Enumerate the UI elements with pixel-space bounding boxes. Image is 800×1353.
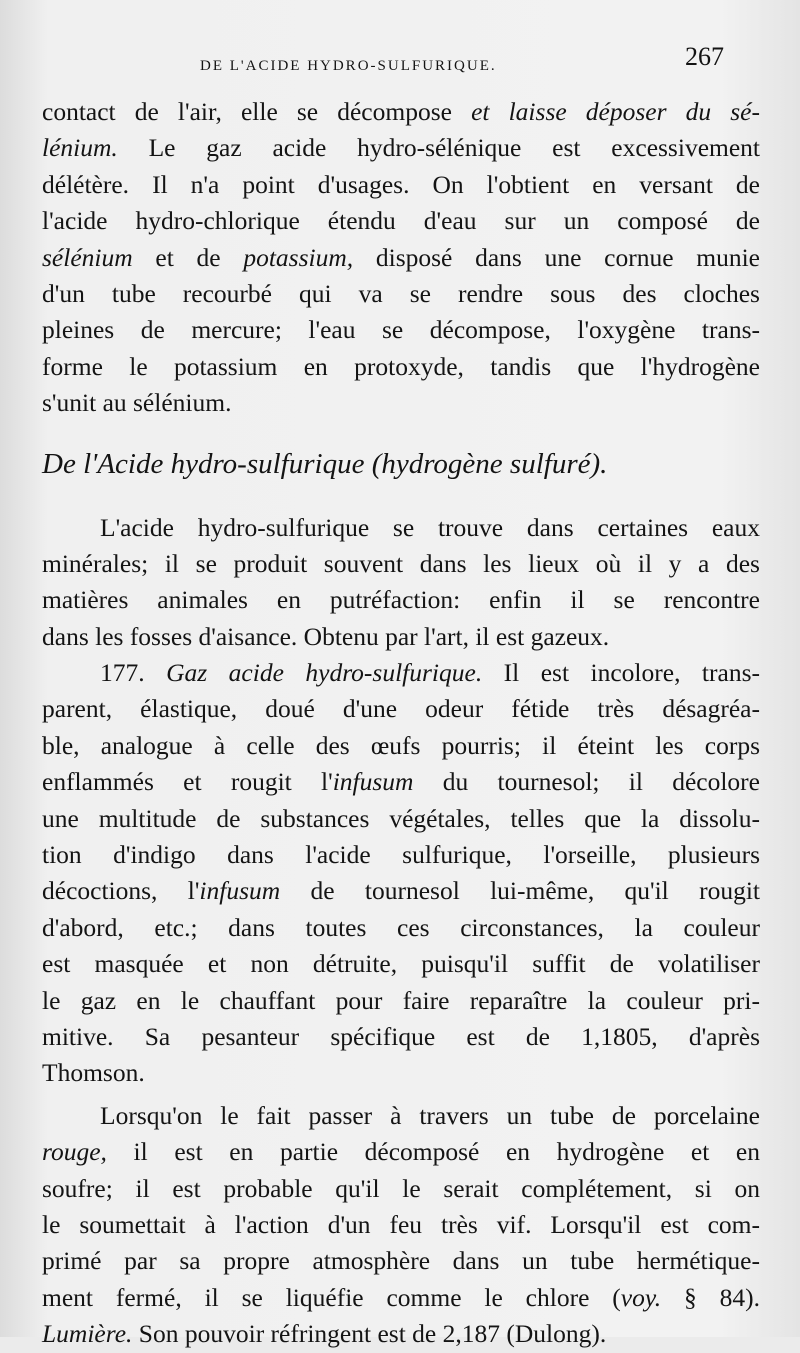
italic-run: infusum [199, 876, 281, 906]
body-text [42, 94, 760, 1353]
text-line [42, 1171, 760, 1207]
text-run: Il est incolore, trans- [482, 658, 760, 688]
text-run: une multitude de substances végétales, telles que la dissolu- [42, 803, 760, 833]
text-line [42, 349, 760, 385]
text-line [42, 1207, 760, 1243]
italic-run: voy. [620, 1282, 662, 1312]
text-run: il est en partie décomposé en hydrogène et en [106, 1137, 760, 1167]
text-line [42, 1280, 760, 1316]
text-run: le soumettait à l'action d'un feu très vif. Lorsqu'il est com- [42, 1209, 760, 1239]
italic-run: potassium, [243, 242, 354, 272]
text-run: d'un tube recourbé qui va se rendre sous des cloches [42, 278, 760, 308]
text-line [42, 1134, 760, 1170]
text-line [42, 240, 760, 276]
text-run: d'abord, etc.; dans toutes ces circonstances, la couleur [42, 912, 760, 942]
text-line [42, 946, 760, 982]
text-run: mitive. Sa pesanteur spécifique est de 1,1805, d'après [42, 1021, 760, 1051]
text-run: forme le potassium en protoxyde, tandis que l'hydrogène [42, 351, 760, 381]
text-run: Son pouvoir réfringent est de 2,187 (Dulong). [132, 1319, 607, 1349]
text-run: primé par sa propre atmosphère dans un tube hermétique- [42, 1246, 760, 1276]
italic-run: et laisse déposer du sé- [471, 97, 760, 126]
paragraph-2 [42, 510, 760, 656]
text-run: enflammés et rougit l' [42, 767, 333, 797]
text-run: soufre; il est probable qu'il le serait complétement, si on [42, 1173, 760, 1203]
text-line [42, 94, 760, 130]
text-run: minérales; il se produit souvent dans les lieux où il y a des [42, 548, 760, 578]
italic-run: Gaz acide hydro-sulfurique. [166, 658, 483, 688]
text-run: L'acide hydro-sulfurique se trouve dans certaines eaux [100, 512, 760, 542]
text-line [42, 130, 760, 166]
text-line [42, 203, 760, 239]
running-title: DE L'ACIDE HYDRO-SULFURIQUE. [200, 58, 497, 74]
paragraph-4 [42, 1098, 760, 1353]
text-line [42, 385, 760, 421]
text-run: dans les fosses d'aisance. Obtenu par l'art, il est gazeux. [42, 621, 610, 651]
text-line [42, 691, 760, 727]
italic-run: infusum [332, 767, 414, 797]
text-run: Le gaz acide hydro-sélénique est excessivement [117, 133, 760, 163]
text-run: tion d'indigo dans l'acide sulfurique, l'orseille, plusieurs [42, 840, 760, 870]
text-line [42, 801, 760, 837]
text-line [42, 837, 760, 873]
text-run: s'unit au sélénium. [42, 388, 232, 418]
text-run: du tournesol; il décolore [413, 767, 760, 797]
text-line [42, 582, 760, 618]
text-run: matières animales en putréfaction: enfin il se rencontre [42, 585, 760, 615]
text-run: parent, élastique, doué d'une odeur fétide très désagréa- [42, 694, 760, 724]
text-line [42, 546, 760, 582]
text-run: contact de l'air, elle se décompose [42, 97, 472, 126]
text-run: Thomson. [42, 1058, 145, 1088]
text-line [42, 619, 760, 655]
text-run: Lorsqu'on le fait passer à travers un tube de porcelaine [100, 1100, 760, 1130]
italic-run: Lumière. [42, 1319, 133, 1349]
text-line [42, 1243, 760, 1279]
text-line [42, 1055, 760, 1091]
section-heading: De l'Acide hydro-sulfurique (hydrogène sulfuré). [42, 447, 608, 480]
text-run: délétère. Il n'a point d'usages. On l'obtient en versant de [42, 169, 760, 199]
text-line [42, 1019, 760, 1055]
page-header [0, 42, 800, 82]
text-run: 177. [100, 658, 167, 688]
paragraph-1 [42, 94, 760, 422]
text-line [42, 510, 760, 546]
paragraph-3 [42, 655, 760, 1092]
text-line [42, 312, 760, 348]
text-line [42, 167, 760, 203]
text-line [42, 655, 760, 691]
text-line [42, 276, 760, 312]
text-line [42, 764, 760, 800]
text-run: l'acide hydro-chlorique étendu d'eau sur un composé de [42, 206, 760, 236]
text-run: ment fermé, il se liquéfie comme le chlore ( [42, 1282, 621, 1312]
text-run: pleines de mercure; l'eau se décompose, l'oxygène trans- [42, 315, 760, 345]
text-line [42, 873, 760, 909]
italic-run: sélénium [42, 242, 133, 272]
text-run: disposé dans une cornue munie [353, 242, 760, 272]
text-line [42, 1098, 760, 1134]
text-run: de tournesol lui-même, qu'il rougit [280, 876, 760, 906]
text-run: § 84). [661, 1282, 760, 1312]
text-line [42, 910, 760, 946]
text-run: et de [132, 242, 244, 272]
italic-run: lénium. [42, 133, 118, 163]
text-run: est masquée et non détruite, puisqu'il suffit de volatiliser [42, 949, 760, 979]
italic-run: rouge, [42, 1137, 107, 1167]
page-number: 267 [685, 42, 724, 71]
text-line [42, 728, 760, 764]
text-line [42, 983, 760, 1019]
text-run: décoctions, l' [42, 876, 200, 906]
text-run: ble, analogue à celle des œufs pourris; il éteint les corps [42, 730, 760, 760]
text-line [42, 1316, 760, 1352]
text-run: le gaz en le chauffant pour faire reparaître la couleur pri- [42, 985, 760, 1015]
